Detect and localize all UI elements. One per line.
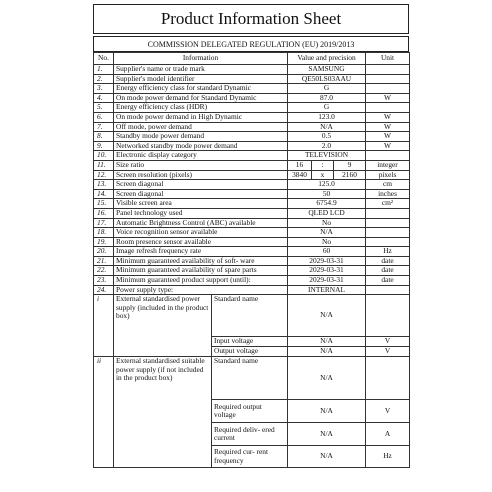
row-number: 24. — [94, 285, 114, 295]
row-information: Minimum guaranteed availability of soft- ware — [114, 256, 288, 266]
ps-ii-standard-name-label: Standard name — [212, 357, 288, 400]
ps-i-input-voltage-label: Input voltage — [212, 337, 288, 347]
row-information: Automatic Brightness Control (ABC) available — [114, 218, 288, 228]
table-row — [94, 285, 410, 295]
row-value: 50 — [288, 189, 366, 199]
row-number: 10. — [94, 151, 114, 161]
table-row — [94, 151, 410, 161]
ps-ii-frequency-unit: Hz — [366, 446, 410, 468]
row-number: 11. — [94, 160, 114, 170]
row-unit: W — [366, 112, 410, 122]
row-number: 6. — [94, 112, 114, 122]
table-row — [94, 357, 410, 400]
row-unit: date — [366, 256, 410, 266]
row-number: 14. — [94, 189, 114, 199]
table-row — [94, 65, 410, 75]
table-row — [94, 160, 410, 170]
row-unit: inches — [366, 189, 410, 199]
row-value: 0.5 — [288, 132, 366, 142]
row-unit: date — [366, 276, 410, 286]
row-number: 21. — [94, 256, 114, 266]
table-header-row — [94, 53, 410, 65]
row-information: On mode power demand for Standard Dynamic — [114, 93, 288, 103]
row-unit: pixels — [366, 170, 410, 180]
row-number: 7. — [94, 122, 114, 132]
ps-i-output-voltage-unit: V — [366, 347, 410, 357]
ps-ii-description: External standardised suitable power supply (if not included in the product box) — [114, 357, 212, 468]
row-value: G — [288, 84, 366, 94]
sheet-title: Product Information Sheet — [93, 4, 409, 34]
row-value-a: 3840 — [288, 170, 312, 180]
row-information: Standby mode power demand — [114, 132, 288, 142]
row-number: 9. — [94, 141, 114, 151]
row-information: Supplier's model identifier — [114, 74, 288, 84]
row-information: Screen diagonal — [114, 180, 288, 190]
table-row — [94, 122, 410, 132]
table-row — [94, 218, 410, 228]
row-information: Networked standby mode power demand — [114, 141, 288, 151]
ps-ii-current-unit: A — [366, 423, 410, 446]
row-value: N/A — [288, 228, 366, 238]
row-information: Power supply type: — [114, 285, 288, 295]
row-information: Off mode, power demand — [114, 122, 288, 132]
table-row — [94, 112, 410, 122]
row-unit: W — [366, 93, 410, 103]
row-information: Voice recognition sensor available — [114, 228, 288, 238]
row-number: 23. — [94, 276, 114, 286]
header-no: No. — [94, 53, 114, 65]
row-number: 17. — [94, 218, 114, 228]
row-value: 2.0 — [288, 141, 366, 151]
row-information: Minimum guaranteed product support (until): — [114, 276, 288, 286]
row-number: 19. — [94, 237, 114, 247]
row-value: 2029-03-31 — [288, 256, 366, 266]
row-unit — [366, 84, 410, 94]
ps-ii-current-label: Required deliv- ered current — [212, 423, 288, 446]
row-value: No — [288, 237, 366, 247]
table-row — [94, 103, 410, 113]
row-unit: W — [366, 132, 410, 142]
row-value: INTERNAL — [288, 285, 366, 295]
row-value: G — [288, 103, 366, 113]
row-value: 2029-03-31 — [288, 266, 366, 276]
ps-i-output-voltage-value: N/A — [288, 347, 366, 357]
row-unit — [366, 285, 410, 295]
ps-ii-frequency-value: N/A — [288, 446, 366, 468]
ps-i-description: External standardised power supply (included in the product box) — [114, 295, 212, 357]
row-number: 18. — [94, 228, 114, 238]
row-value-b: 2160 — [334, 170, 366, 180]
ps-ii-standard-name-unit — [366, 357, 410, 400]
table-row — [94, 276, 410, 286]
row-information: On mode power demand in High Dynamic — [114, 112, 288, 122]
header-information: Information — [114, 53, 288, 65]
row-unit: W — [366, 141, 410, 151]
row-information: Size ratio — [114, 160, 288, 170]
row-value-separator: : — [312, 160, 334, 170]
table-row — [94, 208, 410, 218]
ps-ii-output-voltage-value: N/A — [288, 400, 366, 423]
row-number: 16. — [94, 208, 114, 218]
row-number: 12. — [94, 170, 114, 180]
row-unit — [366, 103, 410, 113]
ps-ii-standard-name-value: N/A — [288, 357, 366, 400]
row-value: QE50LS03AAU — [288, 74, 366, 84]
table-row — [94, 189, 410, 199]
ps-i-number: i — [94, 295, 114, 357]
table-row — [94, 256, 410, 266]
ps-ii-current-value: N/A — [288, 423, 366, 446]
row-information: Room presence sensor available — [114, 237, 288, 247]
row-information: Energy efficiency class (HDR) — [114, 103, 288, 113]
row-information: Screen diagonal — [114, 189, 288, 199]
row-number: 15. — [94, 199, 114, 209]
ps-i-standard-name-unit — [366, 295, 410, 337]
ps-ii-number: ii — [94, 357, 114, 468]
row-value: N/A — [288, 122, 366, 132]
row-unit — [366, 74, 410, 84]
row-unit — [366, 218, 410, 228]
row-number: 1. — [94, 65, 114, 75]
product-info-table — [93, 52, 410, 468]
product-information-sheet — [93, 0, 409, 492]
row-unit: W — [366, 122, 410, 132]
row-number: 8. — [94, 132, 114, 142]
row-number: 20. — [94, 247, 114, 257]
ps-i-output-voltage-label: Output voltage — [212, 347, 288, 357]
table-row — [94, 132, 410, 142]
row-value: No — [288, 218, 366, 228]
table-row — [94, 295, 410, 337]
ps-i-input-voltage-value: N/A — [288, 337, 366, 347]
row-information: Supplier's name or trade mark — [114, 65, 288, 75]
row-value: 6754.9 — [288, 199, 366, 209]
row-number: 13. — [94, 180, 114, 190]
table-row — [94, 84, 410, 94]
ps-i-input-voltage-unit: V — [366, 337, 410, 347]
table-row — [94, 180, 410, 190]
ps-ii-output-voltage-unit: V — [366, 400, 410, 423]
row-unit: date — [366, 266, 410, 276]
row-information: Electronic display category — [114, 151, 288, 161]
table-row — [94, 141, 410, 151]
ps-i-standard-name-value: N/A — [288, 295, 366, 337]
regulation-reference: COMMISSION DELEGATED REGULATION (EU) 2019/2013 — [93, 36, 409, 52]
row-value: 123.0 — [288, 112, 366, 122]
row-unit: cm — [366, 180, 410, 190]
row-information: Visible screen area — [114, 199, 288, 209]
row-information: Screen resolution (pixels) — [114, 170, 288, 180]
row-number: 4. — [94, 93, 114, 103]
row-information: Panel technology used — [114, 208, 288, 218]
row-value: 2029-03-31 — [288, 276, 366, 286]
table-row — [94, 93, 410, 103]
ps-ii-output-voltage-label: Required output voltage — [212, 400, 288, 423]
row-number: 3. — [94, 84, 114, 94]
ps-ii-frequency-label: Required cur- rent frequency — [212, 446, 288, 468]
row-value: 87.0 — [288, 93, 366, 103]
ps-i-standard-name-label: Standard name — [212, 295, 288, 337]
row-value: 125.0 — [288, 180, 366, 190]
row-value: TELEVISION — [288, 151, 366, 161]
row-information: Image refresh frequency rate — [114, 247, 288, 257]
row-information: Minimum guaranteed availability of spare parts — [114, 266, 288, 276]
row-unit — [366, 237, 410, 247]
table-row — [94, 237, 410, 247]
row-unit: Hz — [366, 247, 410, 257]
row-number: 22. — [94, 266, 114, 276]
row-unit — [366, 228, 410, 238]
row-value-b: 9 — [334, 160, 366, 170]
row-unit: integer — [366, 160, 410, 170]
row-number: 5. — [94, 103, 114, 113]
row-value: SAMSUNG — [288, 65, 366, 75]
table-row — [94, 170, 410, 180]
row-number: 2. — [94, 74, 114, 84]
table-row — [94, 266, 410, 276]
row-value-separator: x — [312, 170, 334, 180]
header-unit: Unit — [366, 53, 410, 65]
table-row — [94, 199, 410, 209]
row-value: QLED LCD — [288, 208, 366, 218]
header-value: Value and precision — [288, 53, 366, 65]
table-row — [94, 228, 410, 238]
row-unit — [366, 151, 410, 161]
table-row — [94, 74, 410, 84]
row-information: Energy efficiency class for standard Dynamic — [114, 84, 288, 94]
row-value: 60 — [288, 247, 366, 257]
table-row — [94, 247, 410, 257]
row-unit: cm² — [366, 199, 410, 209]
row-unit — [366, 208, 410, 218]
row-value-a: 16 — [288, 160, 312, 170]
row-unit — [366, 65, 410, 75]
